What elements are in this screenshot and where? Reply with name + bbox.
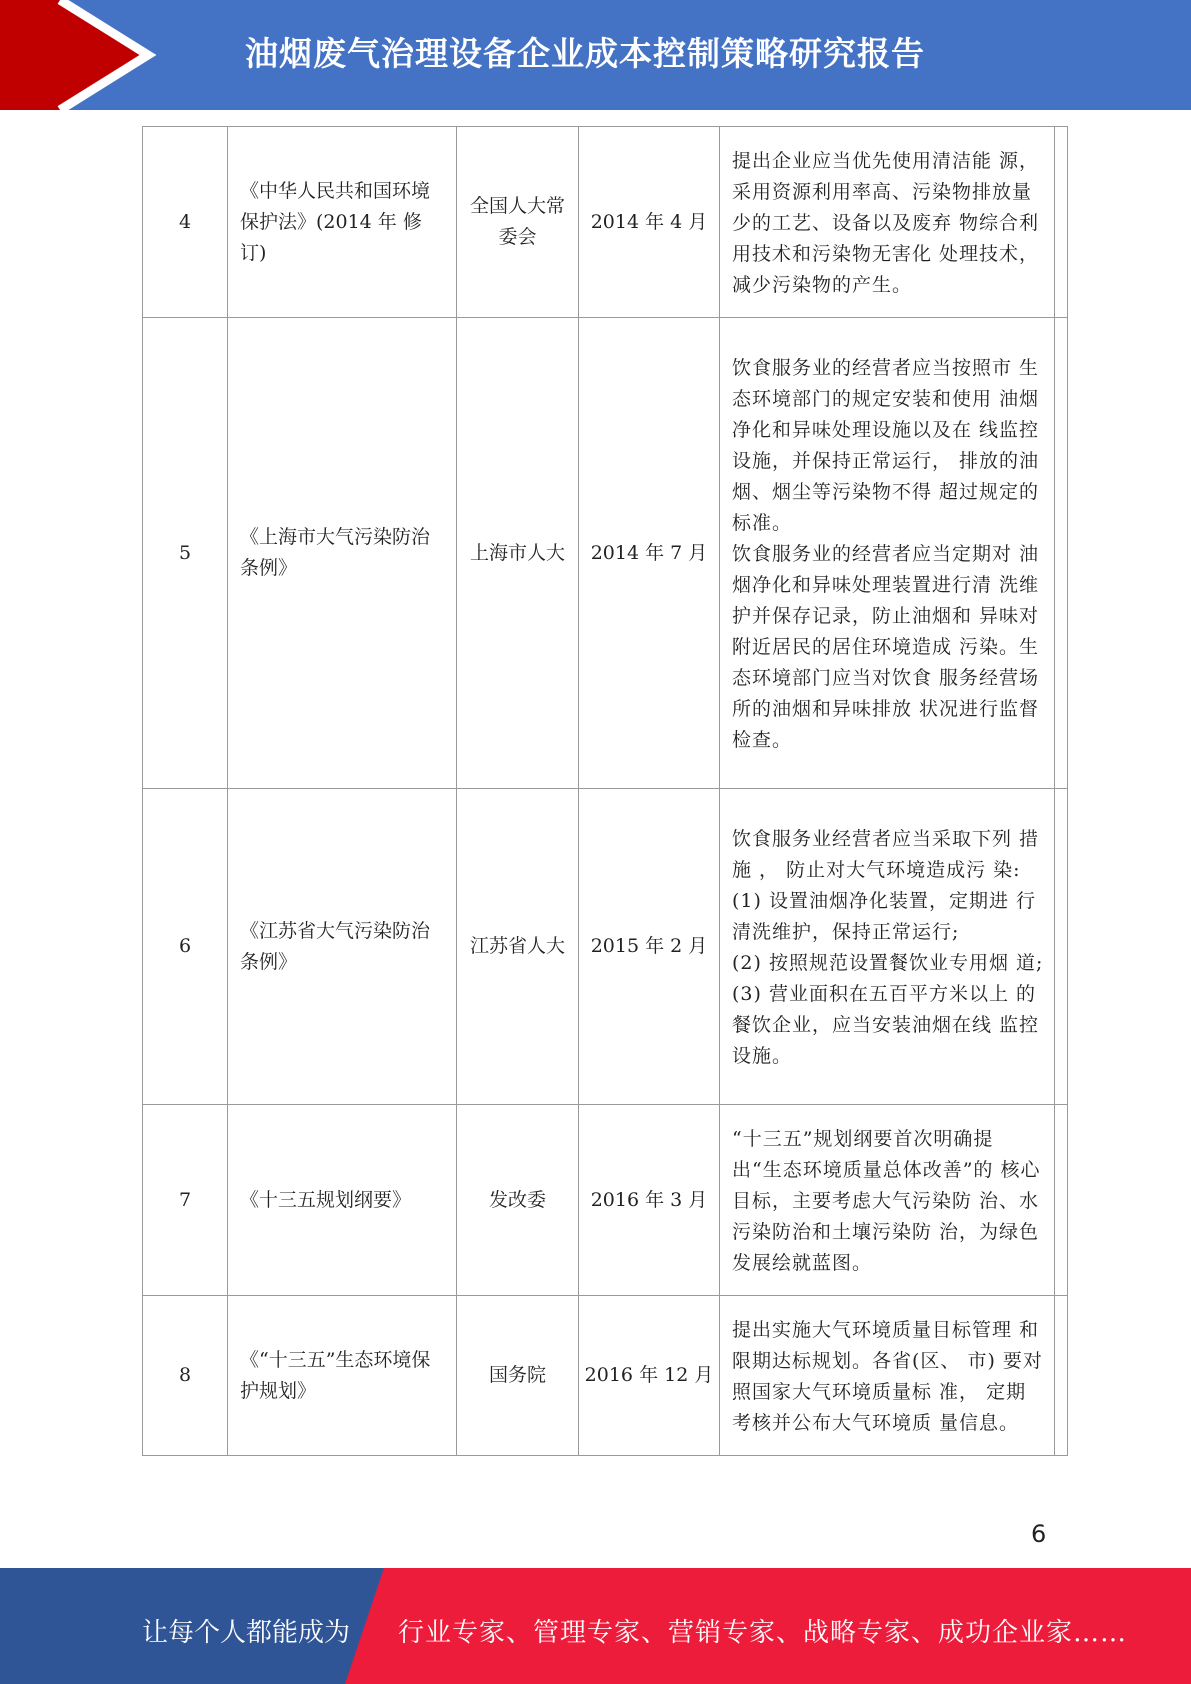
right-edge-cell [1055,318,1068,789]
issuing-authority: 上海市人大 [457,318,579,789]
law-name: 《“十三五”生态环境保护规划》 [228,1296,457,1456]
issuing-authority: 发改委 [457,1105,579,1296]
table-row [143,127,1068,318]
row-number: 8 [143,1296,228,1456]
row-number: 5 [143,318,228,789]
issue-date: 2014 年 4 月 [579,127,720,318]
issuing-authority: 全国人大常委会 [457,127,579,318]
law-content: 饮食服务业的经营者应当按照市 生态环境部门的规定安装和使用 油烟净化和异味处理设施以及在 线监控设施，并保持正常运行， 排放的油烟、烟尘等污染物不得 超过规定的标准。 饮食服务业的经营者应当定期对 油烟净化和异味处理装置进行清 洗维护并保存记录，防止油烟和 异味对附近居民的居住环境造成 污染。生态环境部门应当对饮食 服务经营场所的油烟和异味排放 状况进行监督检查。 [720,318,1055,789]
row-number: 6 [143,789,228,1105]
issue-date: 2015 年 2 月 [579,789,720,1105]
law-content: 提出企业应当优先使用清洁能 源，采用资源利用率高、污染物排放量少的工艺、设备以及废弃 物综合利用技术和污染物无害化 处理技术， 减少污染物的产生。 [720,127,1055,318]
row-number: 4 [143,127,228,318]
law-name: 《上海市大气污染防治条例》 [228,318,457,789]
right-edge-cell [1055,127,1068,318]
footer-slogan-right: 行业专家、管理专家、营销专家、战略专家、成功企业家…… [398,1618,1128,1648]
issuing-authority: 国务院 [457,1296,579,1456]
report-title: 油烟废气治理设备企业成本控制策略研究报告 [245,34,925,73]
table-row [143,318,1068,789]
page-number: 6 [1031,1520,1047,1548]
right-edge-cell [1055,789,1068,1105]
issuing-authority: 江苏省人大 [457,789,579,1105]
issue-date: 2016 年 3 月 [579,1105,720,1296]
issue-date: 2016 年 12 月 [579,1296,720,1456]
footer-slogan-left: 让每个人都能成为 [142,1618,351,1648]
report-header [0,0,1191,110]
table-row [143,1105,1068,1296]
table-row [143,789,1068,1105]
law-content: 提出实施大气环境质量目标管理 和限期达标规划。各省(区、 市) 要对照国家大气环境质量标 准， 定期考核并公布大气环境质 量信息。 [720,1296,1055,1456]
regulations-table [142,126,1068,1456]
law-name: 《中华人民共和国环境保护法》(2014 年 修订) [228,127,457,318]
issue-date: 2014 年 7 月 [579,318,720,789]
table-row [143,1296,1068,1456]
law-name: 《十三五规划纲要》 [228,1105,457,1296]
law-content: “十三五”规划纲要首次明确提 出“生态环境质量总体改善”的 核心目标，主要考虑大气污染防 治、水污染防治和土壤污染防 治，为绿色发展绘就蓝图。 [720,1105,1055,1296]
red-chevron-banner [0,0,160,110]
right-edge-cell [1055,1105,1068,1296]
law-content: 饮食服务业经营者应当采取下列 措施 ， 防止对大气环境造成污 染: (1) 设置油烟净化装置，定期进 行清洗维护，保持正常运行; (2) 按照规范设置餐饮业专用烟 道; (3) 营业面积在五百平方米以上 的餐饮企业，应当安装油烟在线 监控设施。 [720,789,1055,1105]
row-number: 7 [143,1105,228,1296]
law-name: 《江苏省大气污染防治条例》 [228,789,457,1105]
right-edge-cell [1055,1296,1068,1456]
